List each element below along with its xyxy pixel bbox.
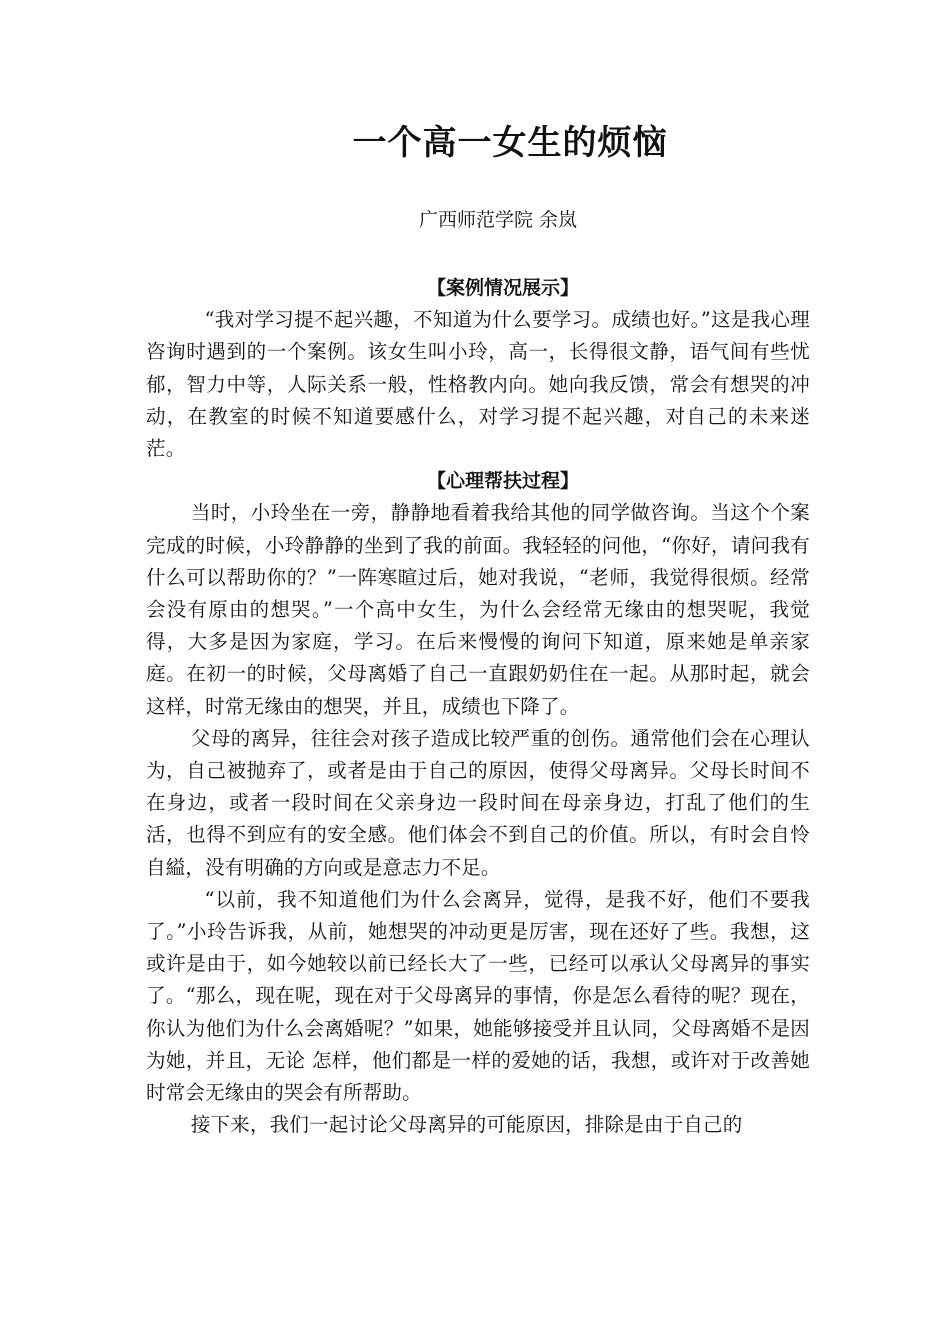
section-heading-case: 【案例情况展示】 <box>426 277 579 299</box>
document-body <box>146 272 810 1141</box>
section-heading-process: 【心理帮扶过程】 <box>426 470 579 493</box>
paragraph: “我对学习提不起兴趣，不知道为什么要学习。成绩也好。”这是我心理咨询时遇到的一个案例。该女生叫小玲，高一，长得很文静，语气间有些忧郁，智力中等，人际关系一般，性格教内向。她向我反馈，常会有想哭的冲动，在教室的时候不知道要感什么，对学习提不起兴趣，对自己的未来迷茫。 <box>146 308 810 460</box>
document-title: 一个高一女生的烦恼 <box>352 123 668 163</box>
author-byline: 广西师范学院 余岚 <box>418 209 578 231</box>
paragraph: 接下来，我们一起讨论父母离异的可能原因，排除是由于自己的 <box>190 1113 743 1137</box>
paragraph: “以前，我不知道他们为什么会离异，觉得，是我不好，他们不要我了。”小玲告诉我，从前，她想哭的冲动更是厉害，现在还好了些。我想，这或许是由于，如今她较以前已经长大了一些，已经可以承认父母离异的事实了。“那么，现在呢，现在对于父母离异的事情，你是怎么看待的呢？现在，你认为他们为什么会离婚呢？”如果，她能够接受并且认同，父母离婚不是因为她，并且，无论 怎样，他们都是一样的爱她的话，我想，或许对于改善她时常会无缘由的哭会有所帮助。 <box>146 887 810 1105</box>
paragraph: 当时，小玲坐在一旁，静静地看着我给其他的同学做咨询。当这个个案完成的时候，小玲静静的坐到了我的前面。我轻轻的问他，“你好，请问我有什么可以帮助你的？”一阵寒暄过后，她对我说，“老师，我觉得很烦。经常会没有原由的想哭。”一个高中女生，为什么会经常无缘由的想哭呢，我觉得，大多是因为家庭，学习。在后来慢慢的询问下知道，原来她是单亲家庭。在初一的时候，父母离婚了自己一直跟奶奶住在一起。从那时起，就会这样，时常无缘由的想哭，并且，成绩也下降了。 <box>146 501 810 718</box>
paragraph: 父母的离异，往往会对孩子造成比较严重的创伤。通常他们会在心理认为，自己被抛弃了，或者是由于自己的原因，使得父母离异。父母长时间不在身边，或者一段时间在父亲身边一段时间在母亲身边，打乱了他们的生活，也得不到应有的安全感。他们体会不到自己的价值。所以，有时会自怜自縊，没有明确的方向或是意志力不足。 <box>146 726 810 879</box>
